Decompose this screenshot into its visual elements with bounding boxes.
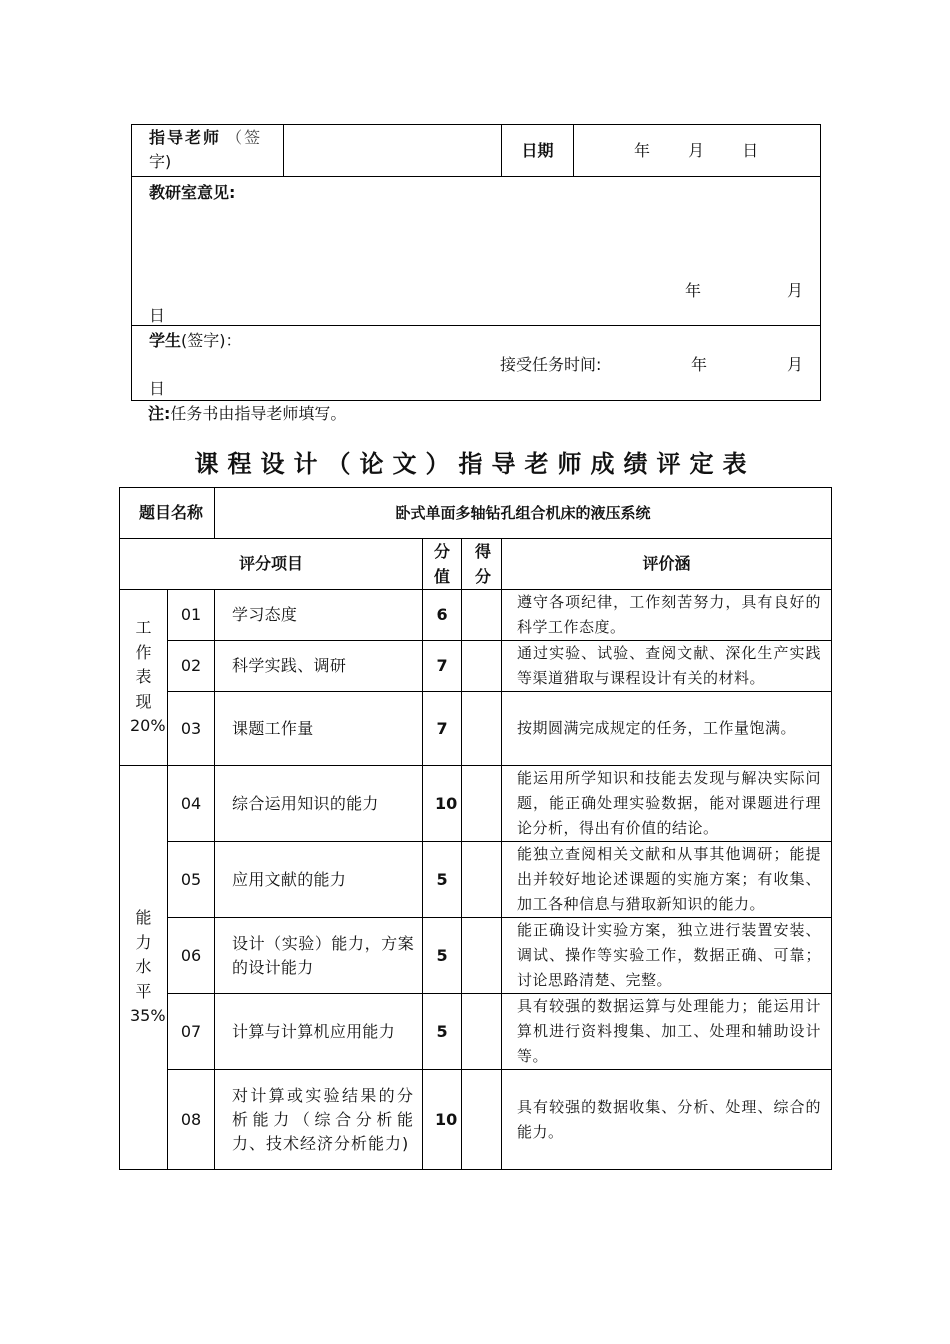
row-score: 5 — [423, 918, 462, 994]
table-row — [120, 692, 832, 766]
student-sign-line — [149, 329, 242, 353]
row-item: 综合运用知识的能力 — [215, 766, 423, 842]
row-item: 学习态度 — [215, 590, 423, 641]
table-row — [120, 766, 832, 842]
date-month: 月 — [688, 140, 705, 160]
row-got-score[interactable] — [462, 641, 502, 692]
row-score: 5 — [423, 994, 462, 1070]
note-label: 注: — [148, 404, 171, 423]
date-field[interactable] — [574, 125, 821, 177]
advisor-signature-field[interactable] — [284, 125, 502, 177]
office-year: 年 — [685, 281, 702, 300]
row-description: 具有较强的数据运算与处理能力；能运用计算机进行资料搜集、加工、处理和辅助设计等。 — [502, 994, 832, 1070]
office-opinion-field[interactable] — [132, 177, 821, 326]
form-note — [148, 403, 346, 425]
student-month: 月 — [787, 355, 804, 374]
row-number: 08 — [168, 1070, 215, 1170]
topic-label: 题目名称 — [120, 488, 215, 539]
row-number: 02 — [168, 641, 215, 692]
row-score: 7 — [423, 641, 462, 692]
accept-time-label: 接受任务时间: — [500, 355, 602, 374]
note-text: 任务书由指导老师填写。 — [170, 404, 347, 423]
row-item: 计算与计算机应用能力 — [215, 994, 423, 1070]
date-year: 年 — [634, 140, 651, 160]
group-work-performance: 工作表现20% — [120, 590, 168, 766]
row-got-score[interactable] — [462, 590, 502, 641]
row-description: 能正确设计实验方案，独立进行装置安装、调试、操作等实验工作，数据正确、可靠；讨论思路清楚、完整。 — [502, 918, 832, 994]
row-score: 6 — [423, 590, 462, 641]
table-row — [120, 641, 832, 692]
row-number: 05 — [168, 842, 215, 918]
row-description: 通过实验、试验、查阅文献、深化生产实践等渠道猎取与课程设计有关的材料。 — [502, 641, 832, 692]
page-title: 课程设计（论文）指导老师成绩评定表 — [194, 450, 756, 478]
header-item: 评分项目 — [120, 539, 423, 590]
table-row — [120, 994, 832, 1070]
advisor-sign-cell — [132, 125, 284, 177]
student-year: 年 — [691, 355, 708, 374]
table-row — [120, 590, 832, 641]
office-month: 月 — [787, 281, 804, 300]
row-item: 设计（实验）能力，方案的设计能力 — [215, 918, 423, 994]
row-got-score[interactable] — [462, 994, 502, 1070]
row-description: 能独立查阅相关文献和从事其他调研；能提出并较好地论述课题的实施方案；有收集、加工各种信息与猎取新知识的能力。 — [502, 842, 832, 918]
row-number: 06 — [168, 918, 215, 994]
row-description: 具有较强的数据收集、分析、处理、综合的能力。 — [502, 1070, 832, 1170]
row-item: 应用文献的能力 — [215, 842, 423, 918]
student-day: 日 — [149, 379, 166, 398]
row-description: 能运用所学知识和技能去发现与解决实际问题，能正确处理实验数据，能对课题进行理论分析，得出有价值的结论。 — [502, 766, 832, 842]
table-row — [120, 1070, 832, 1170]
row-description: 按期圆满完成规定的任务，工作量饱满。 — [502, 692, 832, 766]
office-day: 日 — [149, 306, 166, 325]
row-got-score[interactable] — [462, 918, 502, 994]
advisor-sign-close: 字) — [149, 152, 172, 171]
evaluation-table — [119, 487, 832, 1170]
row-score: 10 — [423, 766, 462, 842]
student-sign: (签字)： — [181, 331, 242, 350]
row-got-score[interactable] — [462, 766, 502, 842]
row-score: 7 — [423, 692, 462, 766]
student-label: 学生 — [149, 331, 182, 350]
row-got-score[interactable] — [462, 692, 502, 766]
date-label: 日期 — [502, 125, 574, 177]
task-signoff-form — [131, 124, 821, 401]
table-row — [120, 842, 832, 918]
row-score: 5 — [423, 842, 462, 918]
advisor-label: 指导老师 — [149, 128, 222, 147]
row-number: 01 — [168, 590, 215, 641]
row-number: 04 — [168, 766, 215, 842]
row-number: 07 — [168, 994, 215, 1070]
row-item: 科学实践、调研 — [215, 641, 423, 692]
row-got-score[interactable] — [462, 1070, 502, 1170]
group-ability-level: 能力水平35% — [120, 766, 168, 1170]
header-score: 分值 — [423, 539, 462, 590]
row-description: 遵守各项纪律，工作刻苦努力，具有良好的科学工作态度。 — [502, 590, 832, 641]
office-opinion-label: 教研室意见: — [149, 183, 236, 202]
topic-value: 卧式单面多轴钻孔组合机床的液压系统 — [215, 488, 832, 539]
row-number: 03 — [168, 692, 215, 766]
row-got-score[interactable] — [462, 842, 502, 918]
header-desc: 评价涵 — [502, 539, 832, 590]
header-got: 得分 — [462, 539, 502, 590]
row-score: 10 — [423, 1070, 462, 1170]
date-day: 日 — [742, 140, 759, 160]
table-row — [120, 918, 832, 994]
row-item: 课题工作量 — [215, 692, 423, 766]
student-sign-field[interactable] — [132, 326, 821, 401]
advisor-sign-open: （签 — [226, 128, 263, 147]
row-item: 对计算或实验结果的分析能力（综合分析能力、技术经济分析能力) — [215, 1070, 423, 1170]
